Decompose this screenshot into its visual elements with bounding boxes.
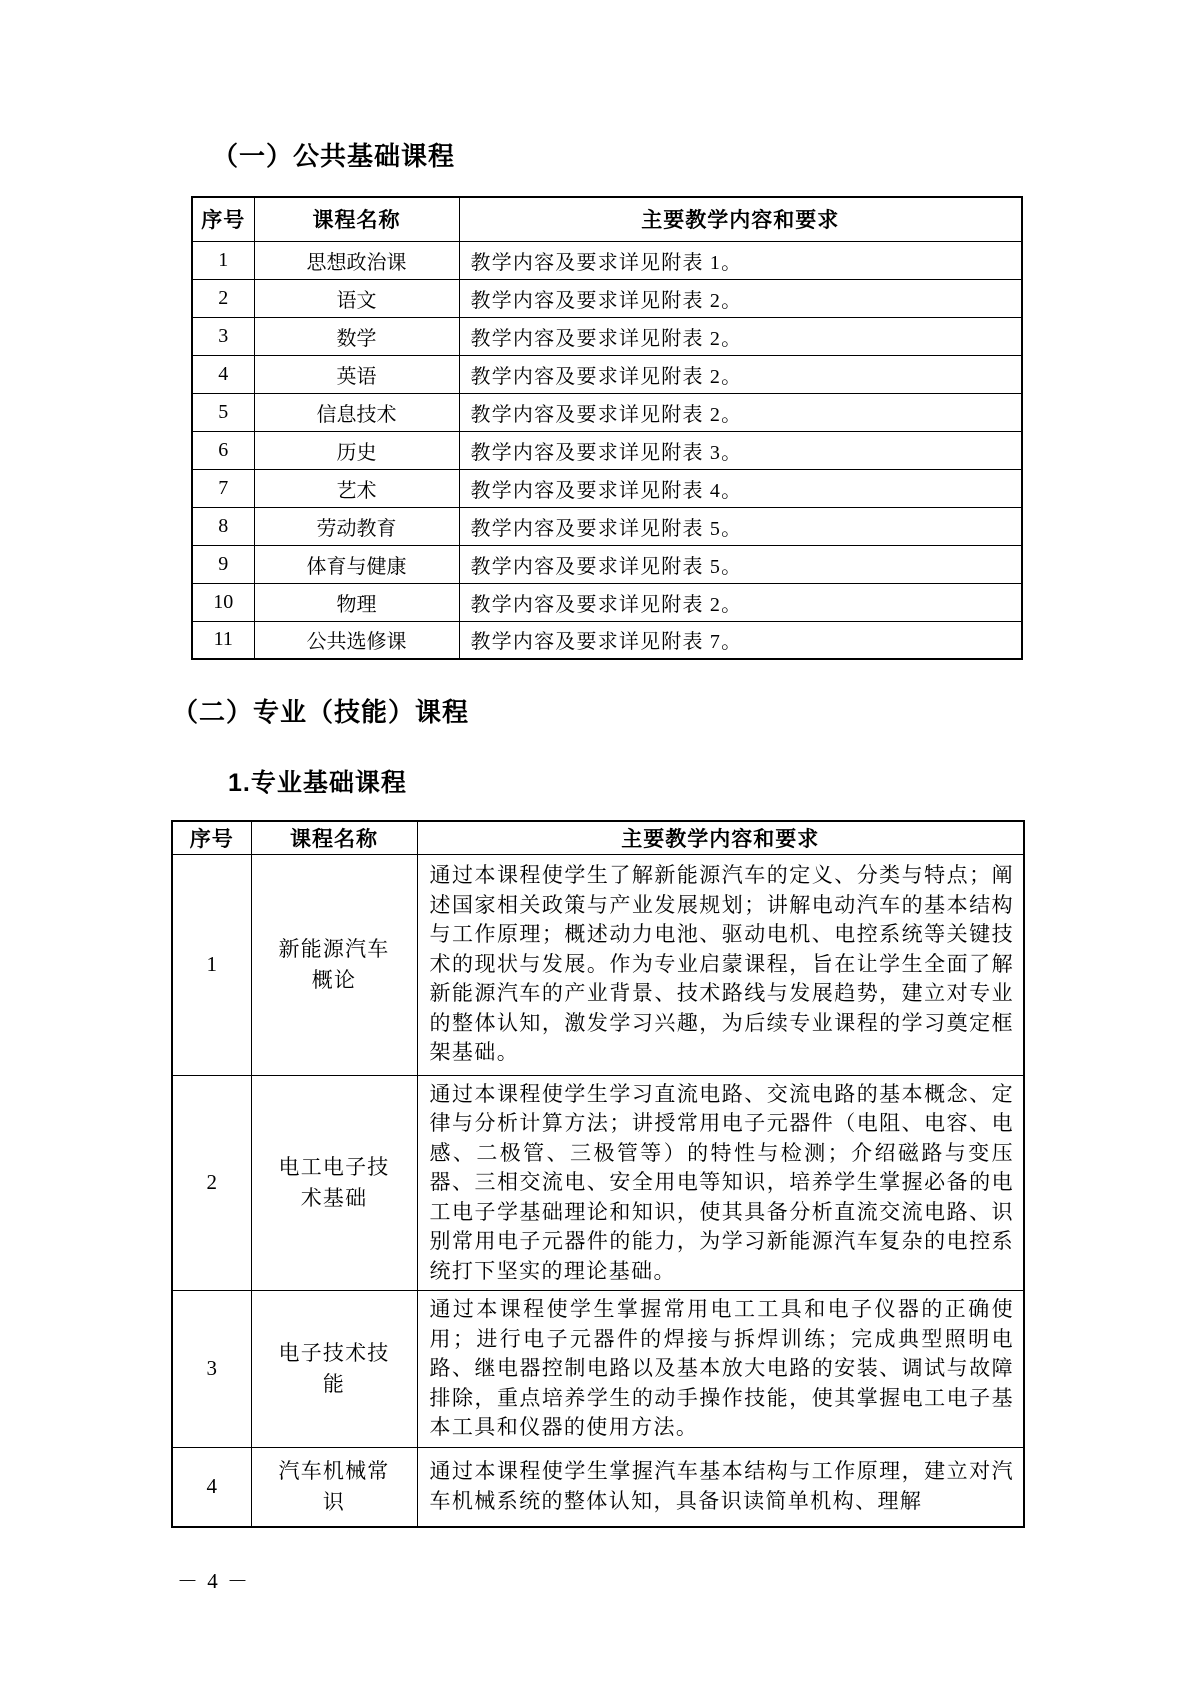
- course-row: [192, 393, 1022, 431]
- course-name-cell: 英语: [254, 355, 459, 393]
- course-name-cell: 公共选修课: [254, 621, 459, 659]
- public-basic-courses-table: [191, 196, 1023, 660]
- professional-basic-courses-table: [171, 820, 1025, 1528]
- course-content-cell: 教学内容及要求详见附表 2。: [459, 317, 1022, 355]
- table2-body: [172, 854, 1024, 1527]
- col-header-content-requirements: 主要教学内容和要求: [459, 197, 1022, 241]
- col-header-number: 序号: [172, 821, 251, 854]
- course-name-cell: 语文: [254, 279, 459, 317]
- course-row: [172, 854, 1024, 1075]
- course-row: [192, 241, 1022, 279]
- course-no-cell: 9: [192, 545, 254, 583]
- course-content-cell: 教学内容及要求详见附表 2。: [459, 279, 1022, 317]
- table2-header-row: [172, 821, 1024, 854]
- col-header-number: 序号: [192, 197, 254, 241]
- course-row: [192, 355, 1022, 393]
- course-row: [192, 583, 1022, 621]
- table1-header-row: [192, 197, 1022, 241]
- page-number: － 4 －: [177, 1569, 250, 1593]
- course-name-cell: 信息技术: [254, 393, 459, 431]
- col-header-content-requirements: 主要教学内容和要求: [417, 821, 1024, 854]
- course-row: [192, 431, 1022, 469]
- course-no-cell: 3: [172, 1291, 251, 1448]
- course-row: [192, 469, 1022, 507]
- course-row: [192, 545, 1022, 583]
- table1-header: [192, 197, 1022, 241]
- col-header-course-name: 课程名称: [254, 197, 459, 241]
- course-content-cell: 教学内容及要求详见附表 2。: [459, 355, 1022, 393]
- course-name-cell: 体育与健康: [254, 545, 459, 583]
- course-row: [192, 621, 1022, 659]
- course-name-cell: 电子技术技能: [251, 1291, 417, 1448]
- course-no-cell: 1: [192, 241, 254, 279]
- section-1-heading: （一）公共基础课程: [212, 141, 456, 171]
- course-no-cell: 4: [172, 1447, 251, 1527]
- course-no-cell: 7: [192, 469, 254, 507]
- course-content-cell: 教学内容及要求详见附表 5。: [459, 545, 1022, 583]
- course-no-cell: 5: [192, 393, 254, 431]
- course-row: [172, 1447, 1024, 1527]
- course-row: [192, 317, 1022, 355]
- col-header-course-name: 课程名称: [251, 821, 417, 854]
- course-row: [192, 507, 1022, 545]
- course-content-cell: 通过本课程使学生了解新能源汽车的定义、分类与特点；阐述国家相关政策与产业发展规划；讲解电动汽车的基本结构与工作原理；概述动力电池、驱动电机、电控系统等关键技术的现状与发展。作为专业启蒙课程，旨在让学生全面了解新能源汽车的产业背景、技术路线与发展趋势，建立对专业的整体认知，激发学习兴趣，为后续专业课程的学习奠定框架基础。: [417, 854, 1024, 1075]
- course-content-cell: 教学内容及要求详见附表 1。: [459, 241, 1022, 279]
- course-name-cell: 汽车机械常识: [251, 1447, 417, 1527]
- course-content-cell: 教学内容及要求详见附表 2。: [459, 393, 1022, 431]
- course-name-cell: 历史: [254, 431, 459, 469]
- course-row: [172, 1075, 1024, 1291]
- course-no-cell: 3: [192, 317, 254, 355]
- course-no-cell: 6: [192, 431, 254, 469]
- course-name-cell: 新能源汽车概论: [251, 854, 417, 1075]
- table2-header: [172, 821, 1024, 854]
- course-no-cell: 11: [192, 621, 254, 659]
- course-content-cell: 教学内容及要求详见附表 7。: [459, 621, 1022, 659]
- course-content-cell: 通过本课程使学生掌握汽车基本结构与工作原理，建立对汽车机械系统的整体认知，具备识读简单机构、理解: [417, 1447, 1024, 1527]
- course-no-cell: 1: [172, 854, 251, 1075]
- course-content-cell: 教学内容及要求详见附表 3。: [459, 431, 1022, 469]
- course-no-cell: 2: [192, 279, 254, 317]
- course-no-cell: 4: [192, 355, 254, 393]
- course-name-cell: 数学: [254, 317, 459, 355]
- course-row: [192, 279, 1022, 317]
- table1-body: [192, 241, 1022, 659]
- course-name-cell: 物理: [254, 583, 459, 621]
- course-no-cell: 2: [172, 1075, 251, 1291]
- course-name-cell: 劳动教育: [254, 507, 459, 545]
- course-content-cell: 通过本课程使学生掌握常用电工工具和电子仪器的正确使用；进行电子元器件的焊接与拆焊训练；完成典型照明电路、继电器控制电路以及基本放大电路的安装、调试与故障排除，重点培养学生的动手操作技能，使其掌握电工电子基本工具和仪器的使用方法。: [417, 1291, 1024, 1448]
- course-content-cell: 教学内容及要求详见附表 4。: [459, 469, 1022, 507]
- course-name-cell: 思想政治课: [254, 241, 459, 279]
- course-name-cell: 电工电子技术基础: [251, 1075, 417, 1291]
- course-content-cell: 通过本课程使学生学习直流电路、交流电路的基本概念、定律与分析计算方法；讲授常用电子元器件（电阻、电容、电感、二极管、三极管等）的特性与检测；介绍磁路与变压器、三相交流电、安全用电等知识，培养学生掌握必备的电工电子学基础理论和知识，使其具备分析直流交流电路、识别常用电子元器件的能力，为学习新能源汽车复杂的电控系统打下坚实的理论基础。: [417, 1075, 1024, 1291]
- subsection-1-heading: 1.专业基础课程: [228, 769, 407, 797]
- course-row: [172, 1291, 1024, 1448]
- course-name-cell: 艺术: [254, 469, 459, 507]
- course-no-cell: 10: [192, 583, 254, 621]
- course-content-cell: 教学内容及要求详见附表 2。: [459, 583, 1022, 621]
- course-no-cell: 8: [192, 507, 254, 545]
- section-2-heading: （二）专业（技能）课程: [172, 697, 470, 727]
- course-content-cell: 教学内容及要求详见附表 5。: [459, 507, 1022, 545]
